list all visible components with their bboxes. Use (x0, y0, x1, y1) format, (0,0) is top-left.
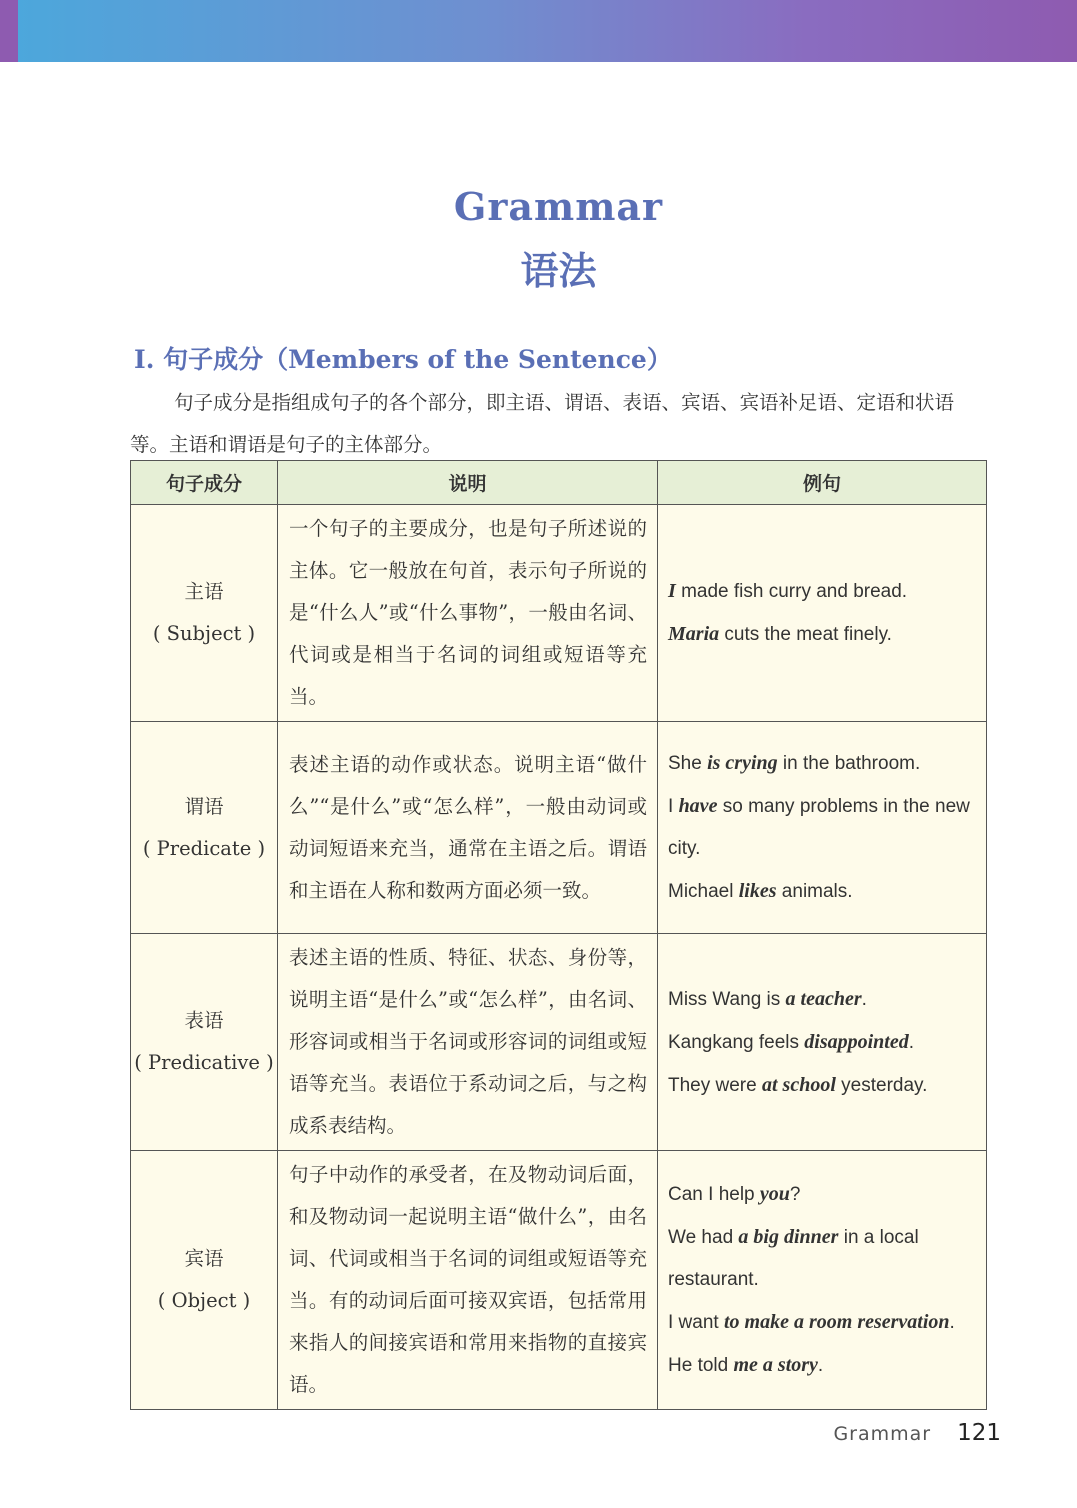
term-cell (131, 722, 278, 934)
example-text: . (861, 988, 867, 1010)
example-text: . (949, 1312, 955, 1333)
term-english: ( Predicate ) (142, 836, 266, 860)
section-heading: Ⅰ. 句子成分（Members of the Sentence） (134, 345, 672, 374)
top-band-edge (0, 0, 18, 62)
example-sentence (668, 1216, 976, 1301)
example-sentence (668, 742, 976, 785)
example-sentence (668, 1173, 976, 1216)
intro-paragraph (130, 382, 988, 466)
example-emphasis: likes (738, 880, 777, 902)
table-row (131, 722, 987, 934)
header-description: 说明 (278, 461, 658, 505)
page-number: 121 (957, 1420, 1001, 1446)
example-text: animals. (776, 881, 853, 902)
example-text: ? (789, 1184, 801, 1205)
sentence-members-table (130, 460, 987, 1410)
example-text: yesterday. (835, 1074, 928, 1096)
term-chinese: 表语 (184, 1009, 224, 1032)
example-emphasis: I (668, 580, 676, 602)
page-title-chinese: 语法 (520, 248, 597, 293)
footer-label: Grammar (833, 1423, 932, 1445)
term-english: ( Predicative ) (134, 1051, 274, 1074)
examples-cell (658, 505, 987, 722)
example-emphasis: me a story (733, 1354, 818, 1376)
example-text: I (668, 796, 679, 817)
example-emphasis: a big dinner (738, 1226, 839, 1248)
page-footer (833, 1420, 1001, 1446)
description-cell: 一个句子的主要成分，也是句子所述说的主体。它一般放在句首，表示句子所说的是“什么人”或“什么事物”，一般由名词、代词或是相当于名词的词组或短语等充当。 (278, 505, 658, 722)
example-text: . (908, 1031, 914, 1053)
example-emphasis: have (678, 795, 718, 817)
example-emphasis: to make a room reservation (723, 1311, 950, 1333)
example-text: in the bathroom. (777, 753, 921, 774)
table-row (131, 505, 987, 722)
table-row (131, 1151, 987, 1410)
description-cell: 表述主语的性质、特征、状态、身份等，说明主语“是什么”或“怎么样”，由名词、形容词或相当于名词或形容词的词组或短语等充当。表语位于系动词之后，与之构成系表结构。 (278, 934, 658, 1151)
top-color-band (0, 0, 1077, 62)
example-emphasis: is crying (707, 752, 778, 774)
term-chinese: 宾语 (184, 1247, 224, 1270)
example-text: made fish curry and bread. (675, 581, 908, 602)
description-cell: 句子中动作的承受者，在及物动词后面，和及物动词一起说明主语“做什么”，由名词、代词或相当于名词的词组或短语等充当。有的动词后面可接双宾语，包括常用来指人的间接宾语和常用来指物的直接宾语。 (278, 1151, 658, 1410)
table-header-row (131, 461, 987, 505)
example-text: I want (668, 1312, 724, 1333)
examples-cell (658, 722, 987, 934)
examples-cell (658, 934, 987, 1151)
example-text: They were (668, 1074, 762, 1096)
example-text: Kangkang feels (668, 1031, 805, 1053)
header-examples: 例句 (658, 461, 987, 505)
example-emphasis: Maria (668, 623, 720, 645)
term-chinese: 主语 (184, 580, 224, 603)
example-text: cuts the meat finely. (719, 624, 892, 645)
example-sentence (668, 613, 976, 656)
term-cell (131, 505, 278, 722)
example-text: He told (668, 1355, 734, 1376)
header-term: 句子成分 (131, 461, 278, 505)
example-sentence (668, 785, 976, 870)
example-text: We had (668, 1227, 739, 1248)
table-row (131, 934, 987, 1151)
example-emphasis: at school (761, 1073, 836, 1096)
term-cell (131, 934, 278, 1151)
example-text: Michael (668, 881, 739, 902)
example-sentence (668, 870, 976, 913)
example-text: in a local restaurant. (668, 1227, 919, 1290)
example-sentence (668, 978, 976, 1021)
example-emphasis: you (759, 1183, 790, 1205)
example-text: . (817, 1355, 824, 1376)
page-title-english: Grammar (453, 184, 664, 229)
example-sentence (668, 1064, 976, 1107)
term-cell (131, 1151, 278, 1410)
intro-text: 句子成分是指组成句子的各个部分，即主语、谓语、表语、宾语、宾语补足语、定语和状语等。主语和谓语是句子的主体部分。 (130, 391, 955, 456)
term-english: ( Subject ) (152, 622, 256, 645)
term-english: ( Object ) (157, 1289, 251, 1312)
example-sentence (668, 1021, 976, 1064)
term-chinese: 谓语 (184, 794, 224, 818)
example-text: She (668, 753, 708, 774)
example-sentence (668, 1301, 976, 1344)
example-text: Miss Wang is (668, 988, 786, 1010)
example-emphasis: a teacher (785, 987, 862, 1010)
example-text: Can I help (668, 1184, 760, 1205)
example-text: so many problems in the new city. (668, 796, 970, 859)
example-sentence (668, 1344, 976, 1387)
example-sentence (668, 570, 976, 613)
examples-cell (658, 1151, 987, 1410)
example-emphasis: disappointed (804, 1030, 909, 1053)
description-cell: 表述主语的动作或状态。说明主语“做什么”“是什么”或“怎么样”，一般由动词或动词短语来充当，通常在主语之后。谓语和主语在人称和数两方面必须一致。 (278, 722, 658, 934)
